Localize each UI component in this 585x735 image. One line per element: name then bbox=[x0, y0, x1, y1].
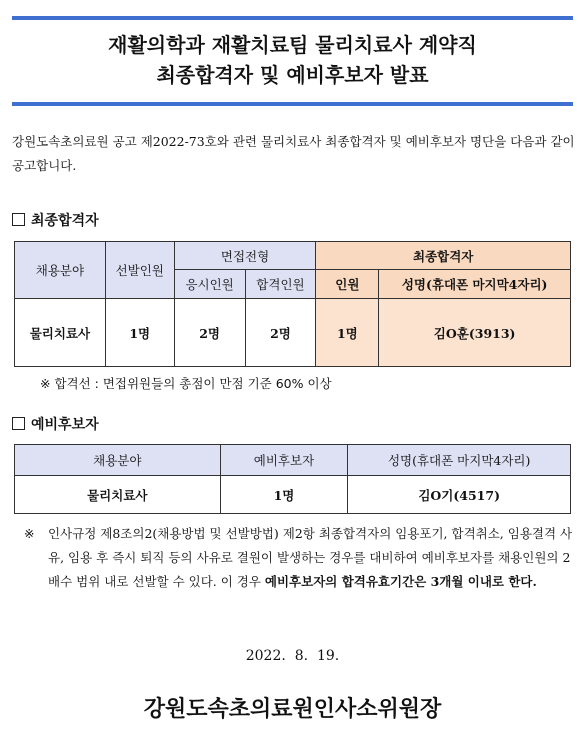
table-row bbox=[15, 299, 571, 367]
title-line-2: 최종합격자 및 예비후보자 발표 bbox=[156, 63, 429, 87]
table-row bbox=[15, 476, 571, 514]
announcement-date: 2022. 8. 19. bbox=[245, 648, 340, 664]
cell-reserve: 1명 bbox=[220, 476, 348, 514]
signature: 강원도속초의료원인사소위원장 bbox=[143, 696, 442, 722]
header-field: 채용분야 bbox=[15, 445, 221, 476]
final-section-heading: 최종합격자 bbox=[12, 210, 99, 230]
cell-name: 김O훈(3913) bbox=[379, 299, 571, 367]
reserve-section-heading: 예비후보자 bbox=[12, 414, 99, 434]
top-rule bbox=[12, 16, 573, 20]
header-name: 성명(휴대폰 마지막4자리) bbox=[348, 445, 571, 476]
header-field: 채용분야 bbox=[15, 242, 106, 299]
checkbox-square-icon bbox=[12, 417, 25, 430]
header-reserve: 예비후보자 bbox=[220, 445, 348, 476]
header-applicants: 응시인원 bbox=[174, 270, 245, 299]
note-bold-text: 예비후보자의 합격유효기간은 3개월 이내로 한다. bbox=[264, 574, 537, 589]
note-mark: ※ bbox=[24, 526, 35, 541]
header-interview: 면접전형 bbox=[174, 242, 316, 270]
intro-paragraph: 강원도속초의료원 공고 제2022-73호와 관련 물리치료사 최종합격자 및 예비후보자 명단을 다음과 같이 공고합니다. bbox=[12, 134, 575, 173]
note-text: 인사규정 제8조의2(채용방법 및 선발방법) 제2항 최종합격자의 임용포기, 합격취소, 임용결격 사유, 임용 후 즉시 퇴직 등의 사유로 결원이 발생하는 경우를 대비하여 예비후보자를 채용인원의 2배수 범위 내로 선발할 수 있다. 이 경우 bbox=[48, 526, 573, 589]
cell-applicants: 2명 bbox=[174, 299, 245, 367]
title-bottom-rule bbox=[12, 102, 573, 106]
header-name: 성명(휴대폰 마지막4자리) bbox=[379, 270, 571, 299]
header-passed: 합격인원 bbox=[245, 270, 316, 299]
cell-name: 김O기(4517) bbox=[348, 476, 571, 514]
checkbox-square-icon bbox=[12, 213, 25, 226]
final-table bbox=[14, 241, 571, 367]
cell-count: 1명 bbox=[316, 299, 379, 367]
header-planned: 선발인원 bbox=[105, 242, 174, 299]
cell-field: 물리치료사 bbox=[15, 299, 106, 367]
reserve-note bbox=[24, 522, 576, 594]
pass-line-note: ※ 합격선 : 면접위원들의 총점이 만점 기준 60% 이상 bbox=[40, 376, 332, 391]
title-line-1: 재활의학과 재활치료팀 물리치료사 계약직 bbox=[108, 33, 477, 57]
cell-planned: 1명 bbox=[105, 299, 174, 367]
cell-field: 물리치료사 bbox=[15, 476, 221, 514]
page-title bbox=[0, 30, 585, 90]
cell-passed: 2명 bbox=[245, 299, 316, 367]
reserve-table bbox=[14, 444, 571, 514]
header-count: 인원 bbox=[316, 270, 379, 299]
header-final: 최종합격자 bbox=[316, 242, 571, 270]
